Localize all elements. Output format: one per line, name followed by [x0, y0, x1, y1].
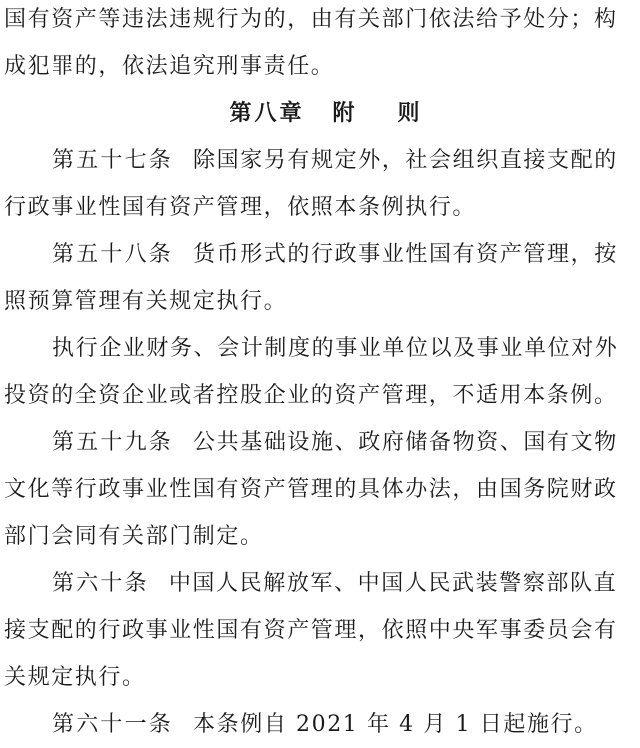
article-58-first-line — [4, 231, 638, 278]
article-61-number: 第六十一条 — [52, 712, 174, 737]
article-59-line-2: 文化等行政事业性国有资产管理的具体办法，由国务院财政 — [4, 477, 618, 502]
article-60-line-2: 接支配的行政事业性国有资产管理，依照中央军事委员会有 — [4, 618, 618, 643]
chapter-title-part2: 则 — [397, 101, 423, 126]
article-58-line-2: 照预算管理有关规定执行。 — [4, 289, 288, 314]
article-60-line-3: 关规定执行。 — [4, 665, 146, 690]
intro-line-1: 国有资产等违法违规行为的，由有关部门依法给予处分；构 — [4, 7, 618, 32]
article-58-para2-first-line: 执行企业财务、会计制度的事业单位以及事业单位对外 — [52, 336, 619, 361]
article-59-number: 第五十九条 — [52, 430, 174, 455]
article-58-number: 第五十八条 — [52, 242, 174, 267]
article-60-first-line — [4, 560, 638, 607]
article-60-number: 第六十条 — [52, 571, 149, 596]
article-58-para2-line-2: 投资的全资企业或者控股企业的资产管理，不适用本条例。 — [4, 383, 618, 408]
article-61-text: 本条例自 2021 年 4 月 1 日起施行。 — [193, 712, 598, 737]
article-60-text: 中国人民解放军、中国人民武装警察部队直 — [168, 571, 618, 596]
article-57-number: 第五十七条 — [52, 148, 174, 173]
article-58-text: 货币形式的行政事业性国有资产管理，按 — [193, 242, 618, 267]
article-59-first-line — [4, 419, 638, 466]
article-61-first-line — [4, 701, 638, 748]
article-59-line-3: 部门会同有关部门制定。 — [4, 524, 264, 549]
chapter-heading — [4, 90, 638, 137]
chapter-title-part1: 附 — [332, 101, 358, 126]
chapter-number: 第八章 — [229, 101, 305, 126]
article-57-text: 除国家另有规定外，社会组织直接支配的 — [193, 148, 618, 173]
article-57-line-2: 行政事业性国有资产管理，依照本条例执行。 — [4, 195, 477, 220]
intro-line-2: 成犯罪的，依法追究刑事责任。 — [4, 54, 335, 79]
article-59-text: 公共基础设施、政府储备物资、国有文物 — [193, 430, 618, 455]
article-57-first-line — [4, 137, 638, 184]
